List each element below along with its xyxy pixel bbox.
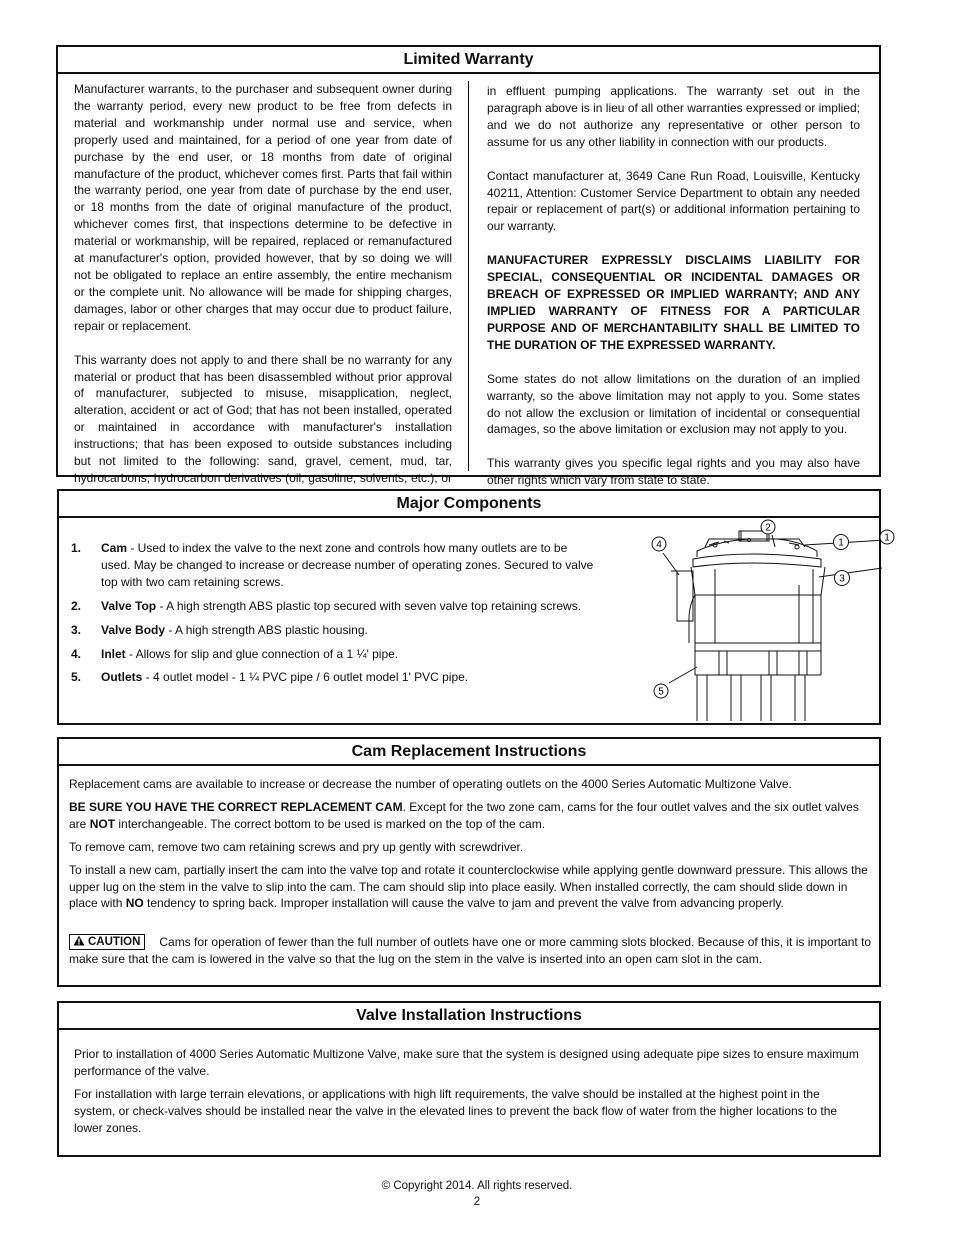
svg-text:2: 2 <box>765 522 771 534</box>
caution-text: Cams for operation of fewer than the full number of outlets have one or more camming slots blocked. Because of this, it is important to make sure that the cam is lowered in the valve so that the lug on the stem in the valve is inserted into an open cam slot in the cam. <box>69 935 872 967</box>
emphasis: BE SURE YOU HAVE THE CORRECT REPLACEMENT CAM <box>69 799 403 814</box>
cam-instructions <box>69 776 872 974</box>
list-item <box>71 540 599 591</box>
item-name: Valve Body <box>101 622 166 637</box>
text-run: interchangeable. The correct bottom to be used is marked on the top of the cam. <box>115 816 546 831</box>
warranty-left-column <box>74 81 452 521</box>
item-description: - A high strength ABS plastic housing. <box>165 622 368 637</box>
instruction-paragraph: To remove cam, remove two cam retaining screws and pry up gently with screwdriver. <box>69 839 524 854</box>
valve-diagram-right-callouts <box>823 529 863 589</box>
svg-text:3: 3 <box>839 573 845 585</box>
warning-icon <box>73 935 85 946</box>
list-item <box>71 622 599 639</box>
warranty-paragraph: in effluent pumping applications. The warranty set out in the paragraph above is in lieu of all other warranties expressed or implied; and we do not authorize any representative or other person to assume for us any other liability in connection with our products. <box>487 84 860 149</box>
section-title: Major Components <box>59 491 879 518</box>
instruction-paragraph <box>69 862 872 913</box>
svg-text:1: 1 <box>838 537 844 549</box>
callout-5 <box>654 684 668 698</box>
list-item <box>71 669 599 686</box>
valve-installation-section <box>57 1001 881 1157</box>
install-instructions <box>74 1046 864 1143</box>
instruction-paragraph: For installation with large terrain elevations, or applications with high lift requirements, the valve should be installed at the highest point in the system, or check-valves should be installed near the valve in the elevated lines to prevent the back flow of water from the higher locations to the lower zones. <box>74 1086 838 1135</box>
list-item <box>71 646 599 663</box>
svg-text:4: 4 <box>656 539 662 551</box>
instruction-paragraph <box>69 799 872 833</box>
item-number: 4. <box>71 646 82 661</box>
item-number: 5. <box>71 670 82 685</box>
copyright-notice: © Copyright 2014. All rights reserved. <box>381 1180 573 1192</box>
text-run: . Except for the two zone cam, cams for the four outlet valves and the six outlet valves are <box>69 799 859 831</box>
item-name: Cam <box>101 541 128 555</box>
item-description: - Used to index the valve to the next zone and controls how many outlets are to be used. May be changed to increase or decrease number of operating zones. Secured to valve top with two cam retaining screws. <box>101 541 594 589</box>
emphasis: NOT <box>89 816 116 831</box>
callout-2 <box>761 520 775 534</box>
callout-1-marker <box>834 535 849 550</box>
text-run: To install a new cam, partially insert the cam into the valve top and rotate it counterclockwise while applying gentle downward pressure. This allows the upper lug on the stem in the valve to slip into the cam. The cam should slip into place easily. When installed correctly, the cam should slide down in place with <box>69 862 868 911</box>
warranty-disclaimer: MANUFACTURER EXPRESSLY DISCLAIMS LIABILITY FOR SPECIAL, CONSEQUENTIAL OR INCIDENTAL DAMAGES OR BREACH OF EXPRESSED OR IMPLIED WARRANTY; AND ANY IMPLIED WARRANTY OF FITNESS FOR A PARTICULAR PURPOSE AND OF MERCHANTABILITY SHALL BE LIMITED TO THE DURATION OF THE EXPRESSED WARRANTY. <box>487 253 860 352</box>
caution-label: CAUTION <box>88 936 141 949</box>
item-number: 3. <box>71 622 82 637</box>
callout-3 <box>835 571 850 586</box>
components-list <box>71 540 599 693</box>
warranty-paragraph: This warranty does not apply to and there shall be no warranty for any material or product that has been disassembled without prior approval of manufacturer, subjected to misuse, misapplication, neglect, alteration, accident or act of God; that has not been installed, operated or maintained in accordance with manufacturer's installation instructions; that has been exposed to outside substances including but not limited to the following: sand, gravel, cement, mud, tar, hydrocarbons, hydrocarbon derivatives (oil, gasoline, solvents, etc.), or <box>74 352 452 485</box>
text-run: tendency to spring back. Improper installation will cause the valve to jam and prevent the valve from advancing properly. <box>143 896 784 911</box>
caution-badge <box>69 934 145 950</box>
item-name: Inlet <box>101 646 126 661</box>
svg-text:1: 1 <box>884 532 890 544</box>
list-item <box>71 598 599 615</box>
item-number: 2. <box>71 598 82 613</box>
emphasis: NO <box>125 896 144 911</box>
caution-paragraph <box>69 934 872 968</box>
item-description: - A high strength ABS plastic top secured with seven valve top retaining screws. <box>156 598 582 613</box>
warranty-right-column <box>487 83 860 489</box>
svg-text:5: 5 <box>658 686 664 698</box>
section-title: Cam Replacement Instructions <box>59 739 879 766</box>
section-title: Limited Warranty <box>58 47 879 74</box>
limited-warranty-section <box>56 45 881 488</box>
warranty-paragraph: Manufacturer warrants, to the purchaser and subsequent owner during the warranty period, every new product to be free from defects in material and workmanship under normal use and service, when properly used and maintained, for a period of one year from date of purchase by the end user, or 18 months from date of original manufacture of the product, whichever comes first. Parts that fail within the warranty period, one year from date of purchase by the end user, or 18 months from the date of original manufacture of the product, whichever comes first, that inspections determine to be defective in material or workmanship, will be repaired, replaced or remanufactured at manufacturer's option, provided however, that by so doing we will not be obligated to replace an entire assembly, the entire mechanism or the complete unit. No allowance will be made for shipping charges, damages, labor or other charges that may occur due to product failure, repair or replacement. <box>74 82 452 333</box>
major-components-section <box>57 489 890 725</box>
item-name: Outlets <box>101 670 143 685</box>
column-divider <box>468 81 469 471</box>
item-name: Valve Top <box>101 598 157 613</box>
callout-1 <box>880 530 894 544</box>
instruction-paragraph: Prior to installation of 4000 Series Automatic Multizone Valve, make sure that the system is designed using adequate pipe sizes to ensure maximum performance of the valve. <box>74 1047 859 1078</box>
instruction-paragraph: Replacement cams are available to increase or decrease the number of operating outlets on the 4000 Series Automatic Multizone Valve. <box>69 777 792 791</box>
item-number: 1. <box>71 541 82 555</box>
section-title: Valve Installation Instructions <box>59 1003 879 1030</box>
warranty-paragraph: This warranty gives you specific legal rights and you may also have other rights which vary from state to state. <box>487 456 860 488</box>
warranty-paragraph: Contact manufacturer at, 3649 Cane Run Road, Louisville, Kentucky 40211, Attention: Customer Service Department to obtain any needed repair or replacement of part(s) or additional information pertaining to our warranty. <box>487 168 860 234</box>
callout-4 <box>652 537 666 551</box>
item-description: - 4 outlet model - 1 ¼ PVC pipe / 6 outlet model 1' PVC pipe. <box>142 670 469 685</box>
page-number: 2 <box>473 1196 481 1208</box>
item-description: - Allows for slip and glue connection of a 1 ¼' pipe. <box>125 646 399 661</box>
cam-replacement-section <box>57 737 881 987</box>
warranty-paragraph: Some states do not allow limitations on the duration of an implied warranty, so the above limitation may not apply to you. Some states do not allow the exclusion or limitation of incidental or consequential damages, so the above limitation or exclusion may not apply to you. <box>487 371 860 437</box>
